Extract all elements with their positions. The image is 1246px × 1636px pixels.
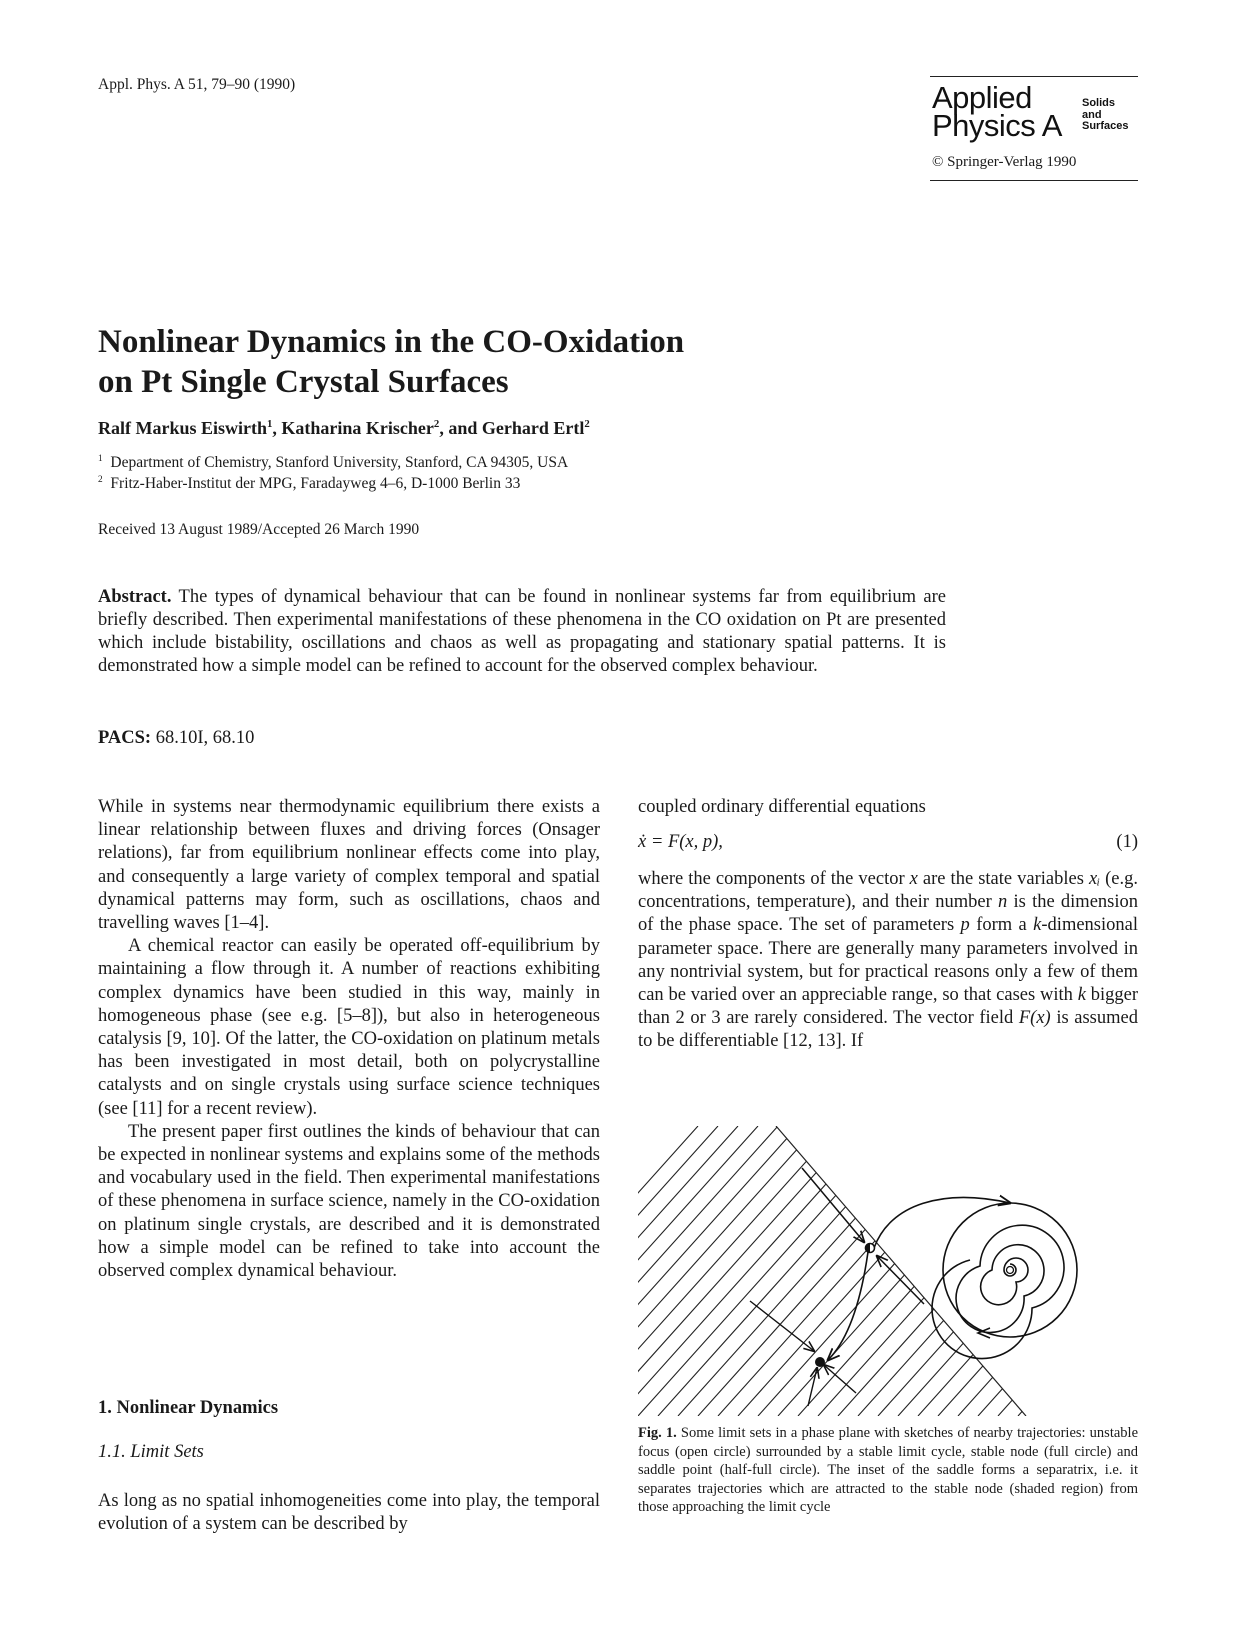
- affiliation-text: Fritz-Haber-Institut der MPG, Faradayweg 4–6, D-1000 Berlin 33: [110, 475, 521, 493]
- author-affil-marker: 2: [584, 418, 590, 430]
- pacs-values: 68.10I, 68.10: [155, 728, 255, 748]
- equation-body: ẋ = F(x, p),: [638, 832, 723, 852]
- math-var: p: [960, 915, 970, 936]
- body-paragraph: As long as no spatial inhomogeneities come into play, the temporal evolution of a system can be described by: [98, 1491, 600, 1535]
- abstract: [98, 586, 946, 678]
- affiliation-text: Department of Chemistry, Stanford University, Stanford, CA 94305, USA: [110, 454, 569, 472]
- abstract-text: The types of dynamical behaviour that can be found in nonlinear systems far from equilibrium are briefly described. Then experimental manifestations of these phenomena in the CO oxidation on Pt are presented which include bistability, oscillations and chaos as well as propagating and stationary spatial patterns. It is demonstrated how a simple model can be refined to account for the observed complex behaviour.: [98, 587, 946, 676]
- logo-sub-surfaces: Surfaces: [1082, 120, 1129, 132]
- body-text: is assumed to be differentiable [12, 13]. If: [638, 1008, 1138, 1052]
- body-paragraph: The present paper first outlines the kinds of behaviour that can be expected in nonlinear systems and explains some of the methods and vocabulary used in the field. Then experimental manifestations of these phenomena in surface science, namely in the CO-oxidation on platinum single crystals, are described and it is demonstrated how a simple model can be refined to take into account the observed complex dynamical behaviour.: [98, 1121, 600, 1282]
- body-text: bigger than 2 or 3 are rarely considered. The vector field: [638, 985, 1138, 1029]
- body-text: are the state variables: [917, 869, 1089, 889]
- abstract-label: Abstract.: [98, 587, 172, 607]
- affiliation: [98, 454, 568, 472]
- title-line-1: Nonlinear Dynamics in the CO-Oxidation: [98, 324, 685, 360]
- author-separator: , and: [439, 418, 482, 438]
- logo-bottom-rule: [930, 180, 1138, 181]
- math-var: k: [1077, 985, 1086, 1006]
- math-var: x: [909, 869, 918, 889]
- phase-plane-figure: [638, 1126, 1098, 1416]
- body-text: -dimensional parameter space. There are generally many parameters involved in any nontrivial system, but for practical reasons only a few of them can be varied over an appreciable range, so that cases with: [638, 915, 1138, 1006]
- author-affil-marker: 2: [433, 418, 440, 430]
- body-paragraph: A chemical reactor can easily be operated off-equilibrium by maintaining a flow through it. A number of reactions exhibiting complex dynamics have been studied in this way, mainly in homogeneous phase (see e.g. [5–8]), but also in heterogeneous catalysis [9, 10]. Of the latter, the CO-oxidation on platinum metals has been investigated in most detail, both on polycrystalline catalysts and on single crystals using surface science techniques (see [11] for a recent review).: [98, 936, 600, 1119]
- figure-caption: [638, 1424, 1138, 1517]
- equation-1: [638, 832, 1138, 853]
- figure-caption-text: Some limit sets in a phase plane with sketches of nearby trajectories: unstable focus (open circle) surrounded by a stable limit cycle, stable node (full circle) and saddle point (half-full circle). The inset of the saddle forms a separatrix, i.e. it separates trajectories which are attracted to the stable node (shaded region) from those approaching the limit cycle: [638, 1425, 1139, 1515]
- author-affil-marker: 1: [267, 418, 273, 430]
- affiliation-number: 2: [98, 475, 103, 485]
- logo-line-applied: Applied: [932, 80, 1032, 115]
- body-paragraph: While in systems near thermodynamic equilibrium there exists a linear relationship between fluxes and driving forces (Onsager relations), far from equilibrium nonlinear effects come into play, and consequently a large variety of complex temporal and spatial dynamical patterns may form, such as oscillations, chaos and travelling waves [1–4].: [98, 797, 600, 934]
- saddle-stable-arrow-bottom: [877, 1256, 924, 1304]
- logo-top-rule: [930, 76, 1138, 77]
- math-var: xᵢ: [1088, 869, 1101, 889]
- unstable-focus: [1007, 1267, 1014, 1274]
- subsection-heading: 1.1. Limit Sets: [98, 1442, 204, 1462]
- body-text: (e.g. concentrations, temperature), and their number: [638, 869, 1139, 913]
- limit-cycle-spiral: [932, 1203, 1077, 1359]
- body-text: form a: [969, 915, 1034, 936]
- math-var: n: [997, 892, 1008, 913]
- journal-reference: Appl. Phys. A 51, 79–90 (1990): [98, 76, 296, 93]
- left-column-body: [98, 796, 600, 1283]
- section-heading: 1. Nonlinear Dynamics: [98, 1398, 279, 1418]
- logo-line-physics: Physics A: [932, 108, 1062, 143]
- author-list: [98, 418, 590, 439]
- equation-number: (1): [1116, 832, 1138, 852]
- copyright-notice: © Springer-Verlag 1990: [932, 154, 1077, 170]
- received-dates: Received 13 August 1989/Accepted 26 March 1990: [98, 521, 420, 538]
- author-name: Gerhard Ertl: [481, 418, 585, 438]
- affiliation: [98, 475, 520, 493]
- author-separator: ,: [272, 418, 282, 438]
- affiliation-number: 1: [98, 454, 103, 464]
- body-text: is the dimension of the phase space. The set of parameters: [638, 892, 1138, 936]
- node-arrow-upper-left: [750, 1301, 814, 1351]
- pacs-label: PACS:: [98, 728, 152, 748]
- author-name: Katharina Krischer: [281, 418, 434, 438]
- right-column-intro: coupled ordinary differential equations: [638, 797, 926, 817]
- journal-logo: [930, 76, 1138, 182]
- right-column-body: [638, 868, 1138, 1054]
- saddle-stable-arrow-top: [802, 1168, 864, 1242]
- stable-node: [815, 1357, 825, 1367]
- title-line-2: on Pt Single Crystal Surfaces: [98, 364, 509, 400]
- logo-subtitle: [1082, 98, 1128, 133]
- logo-wordmark: [932, 80, 1062, 143]
- math-var: k: [1033, 915, 1042, 936]
- paper-title: [98, 322, 798, 402]
- logo-sub-solids: Solids: [1082, 97, 1116, 109]
- figure-caption-label: Fig. 1.: [638, 1425, 677, 1441]
- math-var: F(x): [1018, 1008, 1051, 1029]
- author-name: Ralf Markus Eiswirth: [98, 418, 268, 438]
- logo-sub-and: and: [1082, 108, 1102, 121]
- body-text: where the components of the vector: [638, 869, 910, 889]
- pacs-codes: [98, 728, 254, 749]
- shaded-region: [638, 1126, 1098, 1416]
